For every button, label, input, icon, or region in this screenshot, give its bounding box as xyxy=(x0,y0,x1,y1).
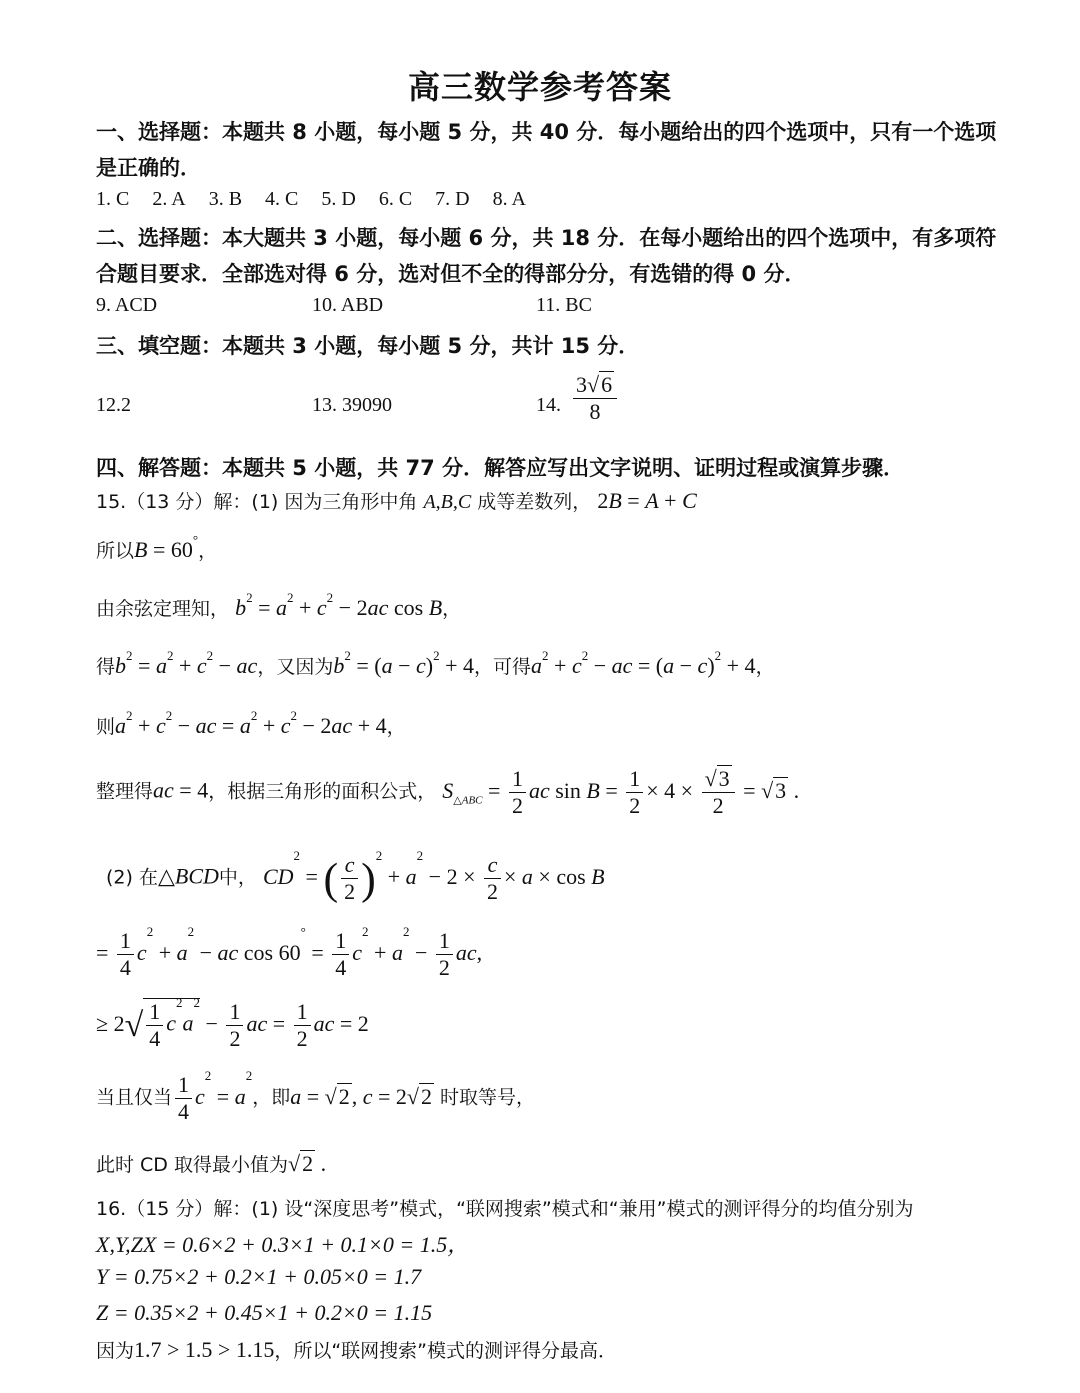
p15-line-8: = $\frac{1}{4}$ $c^2 + a^2$ − ac cos 60° = $\frac{1}{4}$ $c^2 + a^2$ − $\frac{1}{2}$ ac, xyxy=(96,924,483,980)
answer-6: 6. C xyxy=(378,188,413,210)
p15-l7b: 中， xyxy=(218,866,257,889)
p16-line-3: Y = 0.75×2 + 0.2×1 + 0.05×0 = 1.7 xyxy=(96,1264,422,1289)
p15-l3: 由余弦定理知， xyxy=(96,598,230,620)
p16-l5a: 因为 xyxy=(96,1340,135,1362)
p15-l4b: ，又因为 xyxy=(257,656,334,678)
p15-l4c: ，可得 xyxy=(474,656,532,678)
section-4-heading: 四、解答题：本题共 5 小题，共 77 分．解答应写出文字说明、证明过程或演算步骤． xyxy=(96,456,905,480)
section-1-answers xyxy=(96,188,526,211)
answer-7: 7. D xyxy=(435,188,470,210)
p15-l6a: 整理得 xyxy=(96,780,154,803)
answer-14-label: 14. xyxy=(536,394,561,416)
section-2-heading: 二、选择题：本大题共 3 小题，每小题 6 分，共 18 分．在每小题给出的四个选项中，有多项符 xyxy=(96,226,997,250)
p16-line-5 xyxy=(96,1336,617,1363)
p15-line-1: 15.（13 分）解：(1) 因为三角形中角 A,B,C 成等差数列， 2B = A + C xyxy=(96,488,697,513)
p15-line-7: (2) 在△BCD中， $CD^2$ = ( $\frac{c}{2}$ )$^2 + a^2 - 2$ × $\frac{c}{2}$ × a × cos B xyxy=(106,848,605,904)
p15-l10b: ，即 xyxy=(252,1086,291,1109)
p16-line-2: X,Y,ZX = 0.6×2 + 0.3×1 + 0.1×0 = 1.5， xyxy=(96,1232,470,1257)
p15-line-10: 当且仅当 $\frac{1}{4}$ $c^2 = a^2$，即a = √2, c = 2√2 时取等号， xyxy=(96,1068,536,1124)
answer-2: 2. A xyxy=(152,188,186,210)
p15-l5: 则 xyxy=(96,716,116,738)
answer-3: 3. B xyxy=(208,188,243,210)
p15-intro: 15.（13 分）解：(1) 因为三角形中角 xyxy=(96,491,418,513)
answer-9: 9. ACD xyxy=(96,294,158,316)
p15-l10c: 时取等号， xyxy=(440,1086,536,1109)
p15-l11a: 此时 CD 取得最小值为 xyxy=(96,1154,288,1176)
answer-12: 12.2 xyxy=(96,394,131,416)
answer-8: 8. A xyxy=(492,188,526,210)
p15-line-2: 所以B = 60°， xyxy=(96,532,218,562)
p15-line-5: 则$a^2 + c^2$ − ac = $a^2 + c^2 - 2ac + 4$， xyxy=(96,708,406,738)
p16-l5b: 1.7 > 1.5 > 1.15 xyxy=(134,1337,275,1362)
p15-line-4: 得$b^2 = a^2 + c^2$ − ac，又因为$b^2 = (a - c)^2 + 4$，可得$a^2 + c^2$ − ac = $(a - c)^2 + 4$， xyxy=(96,648,775,678)
p15-l10a: 当且仅当 xyxy=(96,1086,173,1109)
p16-line-4: Z = 0.35×2 + 0.45×1 + 0.2×0 = 1.15 xyxy=(96,1300,433,1325)
answer-10: 10. ABD xyxy=(312,294,384,316)
answer-4: 4. C xyxy=(265,188,299,210)
p15-l2: 所以 xyxy=(96,540,135,562)
p15-l4a: 得 xyxy=(96,656,116,678)
p16-line-1: 16.（15 分）解：(1) 设“深度思考”模式，“联网搜索”模式和“兼用”模式的测评得分的均值分别为 xyxy=(96,1198,914,1220)
p15-l7a: (2) 在 xyxy=(106,866,158,889)
answer-11: 11. BC xyxy=(536,294,592,316)
p16-l5c: ，所以“联网搜索”模式的测评得分最高． xyxy=(274,1340,618,1362)
section-1-heading-cont: 是正确的． xyxy=(96,156,201,180)
p15-l6b: ，根据三角形的面积公式， xyxy=(208,780,437,803)
answer-14-value: $\frac{3√6}{8}$ xyxy=(570,372,620,425)
answer-5: 5. D xyxy=(321,188,356,210)
answer-13: 13. 39090 xyxy=(312,394,392,416)
page-title: 高三数学参考答案 xyxy=(407,68,672,106)
p15-intro2: 成等差数列， xyxy=(477,491,592,513)
section-2-heading-cont: 合题目要求．全部选对得 6 分，选对但不全的得部分分，有选错的得 0 分． xyxy=(96,262,806,286)
p15-line-11: 此时 CD 取得最小值为√2 . xyxy=(96,1151,327,1176)
section-1-heading: 一、选择题：本题共 8 小题，每小题 5 分，共 40 分．每小题给出的四个选项中，只有一个选项 xyxy=(96,120,997,144)
p15-line-3: 由余弦定理知， $b^2 = a^2 + c^2 - 2ac$ cos B， xyxy=(96,590,462,620)
p15-line-9: ≥ 2√ $\frac{1}{4}$ $c^2a^2$ − $\frac{1}{2}$ ac = $\frac{1}{2}$ ac = 2 xyxy=(96,995,369,1051)
answer-1: 1. C xyxy=(96,188,130,210)
section-3-heading: 三、填空题：本题共 3 小题，每小题 5 分，共计 15 分． xyxy=(96,334,640,358)
p15-line-6: 整理得ac = 4，根据三角形的面积公式， $S_{\triangle ABC}$ = $\frac{1}{2}$ ac sin B = $\frac{1}{2}$ × 4 × $\frac{√3}{2}$ = √3 . xyxy=(96,766,800,818)
